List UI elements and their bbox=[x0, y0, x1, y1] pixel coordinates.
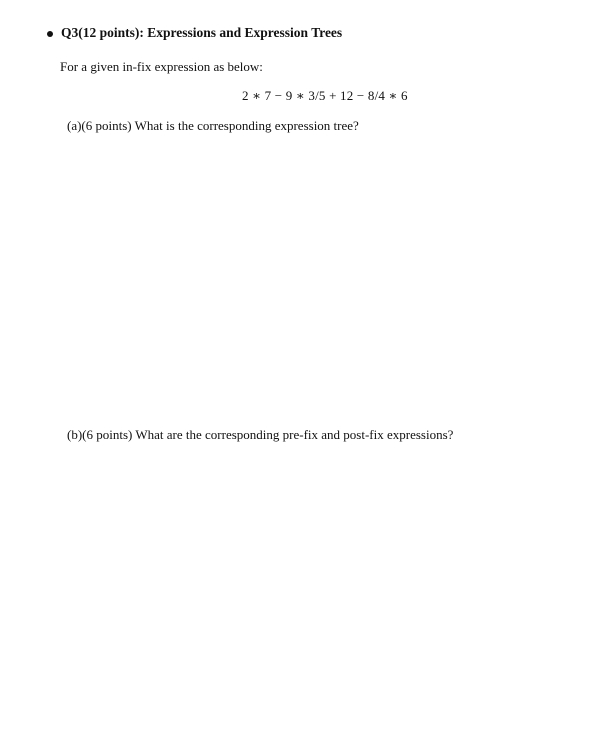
part-a-prompt: (a)(6 points) What is the corresponding expression tree? bbox=[67, 118, 359, 133]
part-b-answer-space bbox=[67, 450, 567, 710]
question-title: Q3(12 points): Expressions and Expression Trees bbox=[61, 25, 343, 40]
part-a-answer-space bbox=[67, 140, 567, 410]
question-intro: For a given in-fix expression as below: bbox=[60, 59, 263, 74]
infix-expression: 2 ∗ 7 − 9 ∗ 3/5 + 12 − 8/4 ∗ 6 bbox=[242, 88, 408, 103]
bullet-marker bbox=[47, 31, 53, 37]
part-b-prompt: (b)(6 points) What are the corresponding pre-fix and post-fix expressions? bbox=[67, 427, 454, 442]
